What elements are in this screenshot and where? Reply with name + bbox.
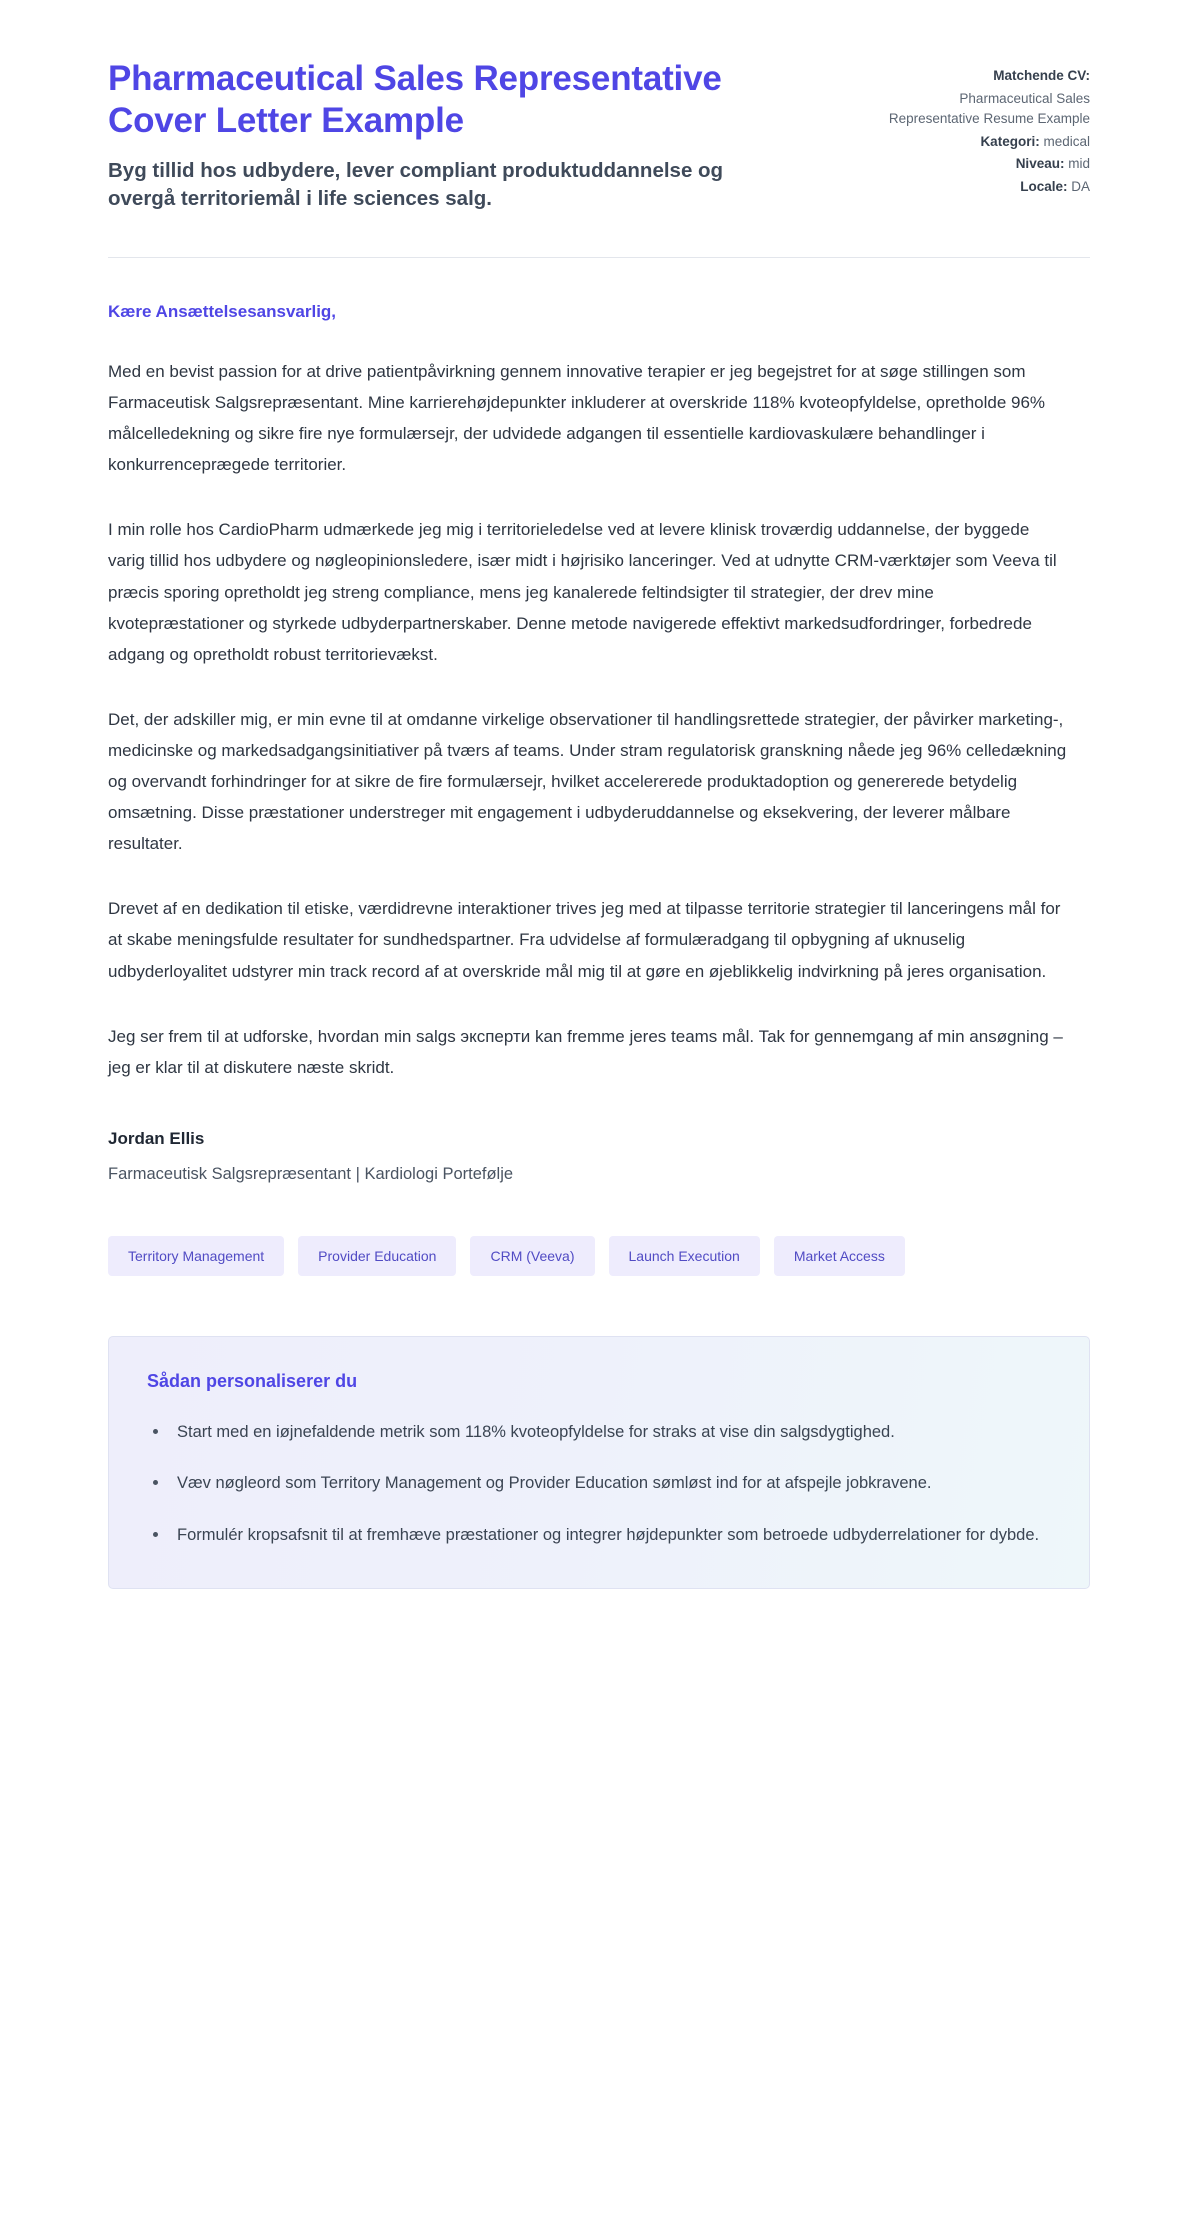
letter-paragraph-4: Drevet af en dedikation til etiske, værdidrevne interaktioner trives jeg med at tilpasse territorie strategier til lanceringens mål for at skabe meningsfulde resultater for sundhedspartner. Fra udvidelse af formulæradgang til opbygning af uknuselig udbyderloyalitet udstyrer min track record af at overskride mål mig til at gøre en øjeblikkelig indvirkning på jeres organisation. [108, 899, 1061, 981]
skill-tag[interactable]: Territory Management [108, 1236, 284, 1276]
tip-text: Start med en iøjnefaldende metrik som 118% kvoteopfyldelse for straks at vise din salgsdygtighed. [177, 1422, 895, 1441]
meta-matching-resume [875, 66, 1090, 87]
document-header [108, 58, 1090, 213]
skill-tag[interactable]: CRM (Veeva) [470, 1236, 594, 1276]
meta-category [875, 132, 1090, 153]
skill-tag[interactable]: Market Access [774, 1236, 905, 1276]
meta-category-value: medical [1043, 133, 1090, 149]
letter-closing-paragraph: Jeg ser frem til at udforske, hvordan min salgs эксперти kan fremme jeres teams mål. Tak for gennemgang af min ansøgning – jeg er klar til at diskutere næste skridt. [108, 1026, 1063, 1077]
bullet-icon [153, 1480, 158, 1485]
signature-block [108, 1129, 1090, 1184]
meta-level-value: mid [1068, 156, 1090, 172]
signature-role: Farmaceutisk Salgsrepræsentant | Kardiologi Portefølje [108, 1164, 514, 1183]
personalization-tips-callout [108, 1336, 1090, 1589]
tips-list [147, 1418, 1051, 1550]
header-text-block [108, 58, 768, 213]
meta-locale-value: DA [1071, 178, 1090, 194]
salutation: Kære Ansættelsesansvarlig, [108, 301, 337, 321]
list-item [147, 1418, 1051, 1447]
tip-text: Formulér kropsafsnit til at fremhæve præstationer og integrer højdepunkter som betroede udbyderrelationer for dybde. [177, 1525, 1040, 1544]
signature-name: Jordan Ellis [108, 1128, 205, 1148]
meta-category-label: Kategori: [980, 133, 1040, 149]
page-subtitle: Byg tillid hos udbydere, lever compliant produktuddannelse og overgå territoriemål i life sciences salg. [108, 158, 724, 210]
skill-tag[interactable]: Launch Execution [609, 1236, 760, 1276]
bullet-icon [153, 1532, 158, 1537]
tips-title: Sådan personaliserer du [147, 1370, 358, 1391]
list-item [147, 1521, 1051, 1550]
list-item [147, 1469, 1051, 1498]
letter-paragraph-2: I min rolle hos CardioPharm udmærkede jeg mig i territorieledelse ved at levere klinisk troværdig uddannelse, der byggede varig tillid hos udbydere og nøgleopinionsledere, især midt i højrisiko lanceringer. Ved at udnytte CRM-værktøjer som Veeva til præcis sporing opretholdt jeg streng compliance, mens jeg kanalerede feltindsigter til strategier, der drev mine kvotepræstationer og styrkede udbyderpartnerskaber. Denne metode navigerede effektivt markedsudfordringer, forbedrede adgang og opretholdt robust territorievækst. [108, 520, 1057, 664]
tip-text: Væv nøgleord som Territory Management og Provider Education sømløst ind for at afspejle jobkravene. [177, 1474, 932, 1493]
skill-tag[interactable]: Provider Education [298, 1236, 456, 1276]
meta-matching-resume-value: Pharmaceutical Sales Representative Resume Example [888, 90, 1090, 127]
letter-paragraph-3: Det, der adskiller mig, er min evne til at omdanne virkelige observationer til handlingsrettede strategier, der påvirker marketing-, medicinske og markedsadgangsinitiativer på tværs af teams. Under stram regulatorisk granskning nåede jeg 96% celledækning og overvandt forhindringer for at sikre de fire formulærsejr, hvilket accelererede produktadoption og genererede betydelig omsætning. Disse præstationer understreger mit engagement i udbyderuddannelse og eksekvering, der leverer målbare resultater. [108, 709, 1067, 854]
letter-paragraph-1: Med en bevist passion for at drive patientpåvirkning gennem innovative terapier er jeg begejstret for at søge stillingen som Farmaceutisk Salgsrepræsentant. Mine karrierehøjdepunkter inkluderer at overskride 118% kvoteopfyldelse, opretholde 96% målcelledekning og sikre fire nye formulærsejr, der udvidede adgangen til essentielle kardiovaskulære behandlinger i konkurrenceprægede territorier. [108, 361, 1046, 475]
meta-matching-resume-label: Matchende CV: [993, 68, 1090, 83]
meta-level-label: Niveau: [1015, 156, 1065, 172]
meta-locale [875, 177, 1090, 198]
skill-tag-list [108, 1236, 1090, 1276]
letter-body [108, 258, 1090, 1589]
metadata-panel [875, 58, 1090, 199]
bullet-icon [153, 1429, 158, 1434]
meta-locale-label: Locale: [1020, 178, 1068, 194]
page-title: Pharmaceutical Sales Representative Cover Letter Example [108, 59, 722, 141]
meta-level [875, 154, 1090, 175]
meta-matching-resume-value-row [875, 89, 1090, 130]
